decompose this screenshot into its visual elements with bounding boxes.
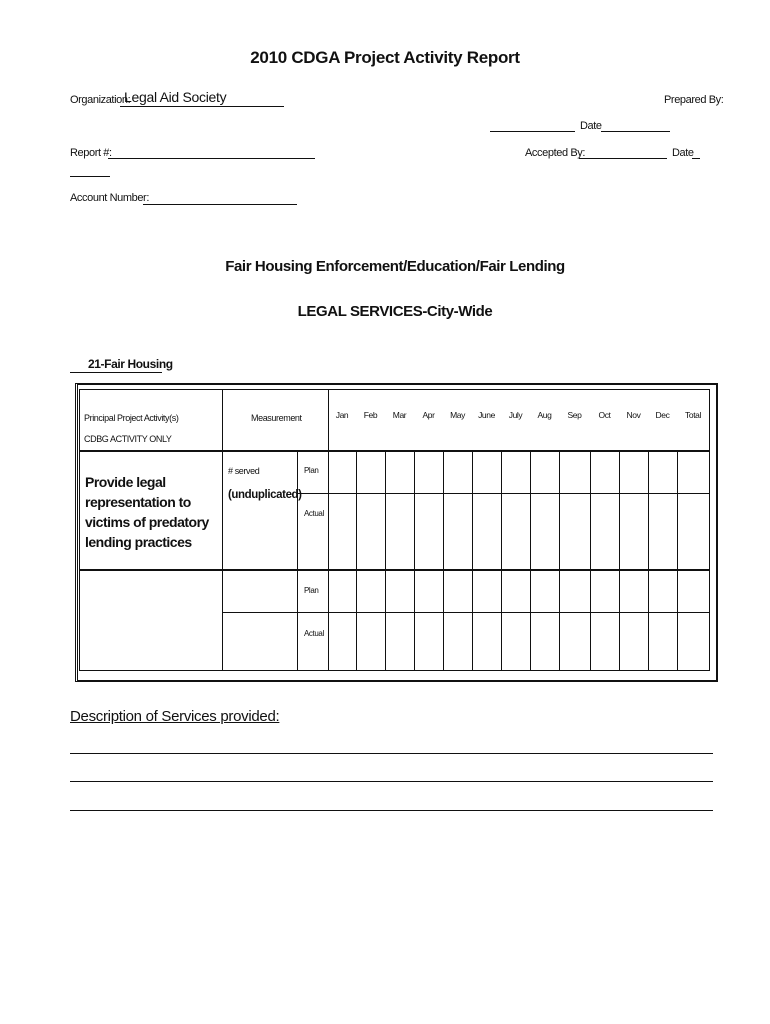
description-line-3[interactable]	[70, 810, 713, 811]
plan-label-2: Plan	[304, 586, 319, 595]
measure-cell-1: # served	[228, 466, 260, 476]
activity-cell-1: Provide legal representation to victims of predatory lending practices	[85, 474, 209, 550]
accepted-by-label: Accepted By:	[525, 147, 586, 159]
month-header-june: June	[478, 410, 495, 420]
description-line-1[interactable]	[70, 753, 713, 754]
accepted-by-line[interactable]	[579, 158, 667, 159]
plan-label-1: Plan	[304, 466, 319, 475]
report-title: 2010 CDGA Project Activity Report	[250, 48, 520, 67]
measurement-column-header: Measurement	[251, 413, 302, 423]
prepared-by-label: Prepared By:	[664, 94, 724, 106]
description-line-2[interactable]	[70, 781, 713, 782]
report-number-line[interactable]	[108, 158, 315, 159]
category-label: 21-Fair Housing	[88, 357, 173, 371]
category-underline	[70, 372, 162, 373]
actual-label-2: Actual	[304, 629, 324, 638]
activity-column-header: Principal Project Activity(s)	[84, 413, 179, 423]
month-header-aug: Aug	[537, 410, 552, 420]
actual-label-1: Actual	[304, 509, 324, 518]
description-title: Description of Services provided:	[70, 708, 280, 725]
month-header-dec: Dec	[655, 410, 670, 420]
organization-line	[120, 106, 284, 107]
date-line[interactable]	[601, 131, 670, 132]
section-subtitle: LEGAL SERVICES-City-Wide	[297, 303, 493, 320]
month-header-may: May	[450, 410, 465, 420]
month-header-feb: Feb	[363, 410, 378, 420]
organization-value[interactable]: Legal Aid Society	[124, 89, 227, 105]
month-header-oct: Oct	[598, 410, 611, 420]
section-title: Fair Housing Enforcement/Education/Fair Lending	[225, 258, 565, 275]
month-header-sep: Sep	[567, 410, 582, 420]
measure-sub-cell-1: (unduplicated)	[228, 489, 302, 501]
month-header-jan: Jan	[335, 410, 349, 420]
report-number-label: Report #:	[70, 147, 112, 159]
date-label: Date	[580, 120, 602, 132]
month-header-nov: Nov	[626, 410, 641, 420]
month-header-mar: Mar	[392, 410, 407, 420]
month-header-apr: Apr	[422, 410, 435, 420]
prepared-by-line[interactable]	[490, 131, 575, 132]
month-header-total: Total	[685, 410, 701, 420]
account-number-line[interactable]	[143, 204, 297, 205]
date-line-2a[interactable]	[692, 158, 700, 159]
account-number-label: Account Number:	[70, 192, 149, 204]
organization-label: Organization:	[70, 94, 131, 106]
date-line-2b[interactable]	[70, 176, 110, 177]
month-header-july: July	[508, 410, 523, 420]
date-label-2: Date	[672, 147, 694, 159]
activity-column-subheader: CDBG ACTIVITY ONLY	[84, 434, 172, 444]
